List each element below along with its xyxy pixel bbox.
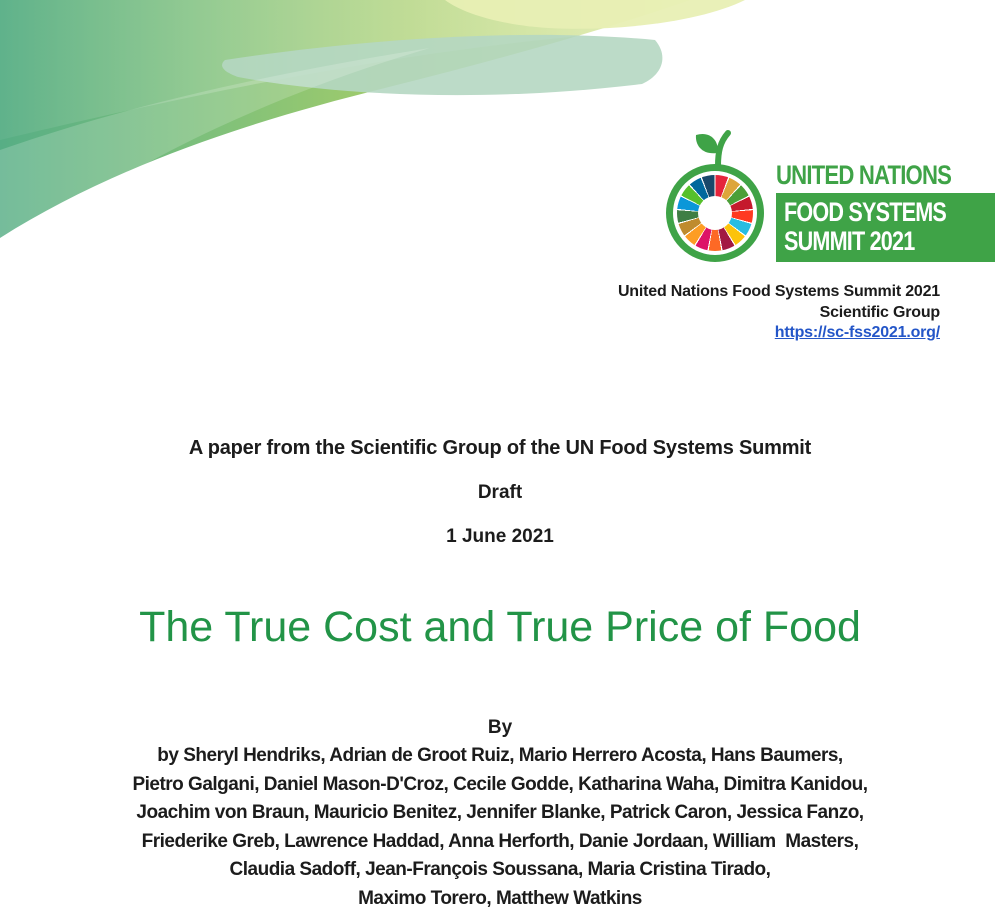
- sc-fss-link[interactable]: https://sc-fss2021.org/: [774, 324, 940, 341]
- logo-united-nations-label: UNITED NATIONS: [776, 160, 952, 190]
- apple-leaf-stem-icon: [693, 130, 741, 166]
- header-summit-line: United Nations Food Systems Summit 2021: [617, 283, 940, 300]
- author-line: Maximo Torero, Matthew Watkins: [358, 887, 642, 909]
- logo-food-systems-label: FOOD SYSTEMS: [784, 197, 947, 227]
- sdg-color-wheel-icon: [677, 175, 753, 251]
- green-swoosh-decoration: [0, 0, 760, 250]
- draft-status-label: Draft: [477, 482, 523, 503]
- header-scientific-group-line: Scientific Group: [819, 303, 940, 321]
- apple-ring: [666, 164, 764, 262]
- paper-title: The True Cost and True Price of Food: [139, 603, 861, 651]
- author-line: Joachim von Braun, Mauricio Benitez, Jennifer Blanke, Patrick Caron, Jessica Fanzo,: [136, 802, 864, 823]
- logo-wordmark: [776, 160, 995, 262]
- logo-summit-2021-label: SUMMIT 2021: [784, 226, 915, 256]
- by-label: By: [487, 717, 513, 738]
- header-text-block: [618, 282, 940, 344]
- logo-summit-box: [776, 193, 995, 262]
- paper-date: 1 June 2021: [446, 526, 554, 547]
- author-line: Friederike Greb, Lawrence Haddad, Anna Herforth, Danie Jordaan, William Masters,: [141, 830, 859, 852]
- unfss-logo: [664, 130, 995, 262]
- paper-source-line: A paper from the Scientific Group of the UN Food Systems Summit: [188, 437, 812, 459]
- author-list: [0, 742, 1000, 913]
- author-line: by Sheryl Hendriks, Adrian de Groot Ruiz, Mario Herrero Acosta, Hans Baumers,: [157, 745, 843, 766]
- title-container: [0, 601, 1000, 654]
- sdg-apple-mark: [664, 130, 766, 262]
- author-line: Pietro Galgani, Daniel Mason-D'Croz, Cecile Godde, Katharina Waha, Dimitra Kanidou,: [132, 773, 868, 795]
- author-line: Claudia Sadoff, Jean-François Soussana, Maria Cristina Tirado,: [229, 859, 771, 880]
